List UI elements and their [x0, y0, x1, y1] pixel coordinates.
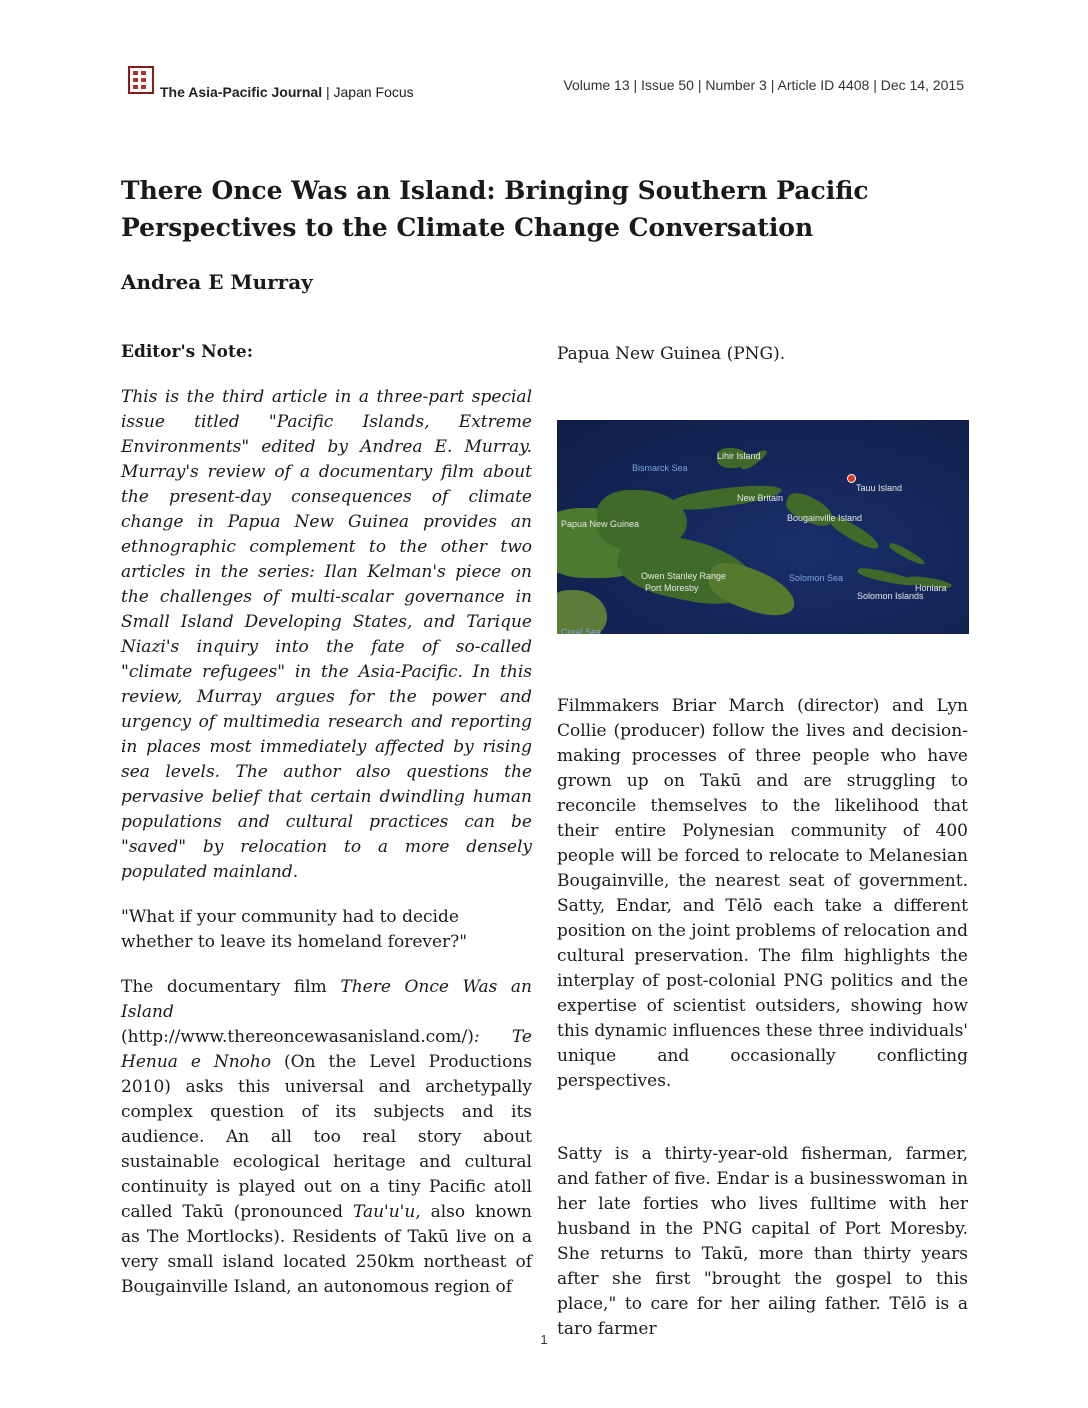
map-label-tauu: Tauu Island — [856, 483, 903, 493]
article-author: Andrea E Murray — [121, 270, 313, 294]
article-meta: Volume 13 | Issue 50 | Number 3 | Article ID 4408 | Dec 14, 2015 — [563, 77, 964, 93]
continued-text: Papua New Guinea (PNG). — [557, 344, 786, 364]
location-pin-icon — [847, 474, 856, 483]
film-link[interactable]: (http://www.thereoncewasanisland.com/) — [121, 1027, 474, 1047]
map-label-port-moresby: Port Moresby — [645, 583, 699, 593]
editor-note-body: This is the third article in a three-part special issue titled "Pacific Islands, Extreme Environments" edited by Andrea E. Murray. Murray's review of a documentary film about the present-day consequences of climate change in Papua New Guinea provides an ethnographic complement to the other two articles in the series: Ilan Kelman's piece on the challenges of multi-scalar governance in Small Island Developing States, and Tarique Niazi's inquiry into the fate of so-called "climate refugees" in the Asia-Pacific. In this review, Murray argues for the power and urgency of multimedia research and reporting in places most immediately affected by rising sea levels. The author also questions the pervasive belief that certain dwindling human populations and cultural practices can be "saved" by relocation to a more densely populated mainland. — [121, 387, 532, 882]
map-label-png: Papua New Guinea — [561, 519, 640, 529]
film-title-local: Te Henua e Nnoho — [121, 1027, 532, 1072]
map-label-new-britain: New Britain — [737, 493, 784, 503]
journal-title: The Asia-Pacific Journal — [160, 84, 323, 100]
map-label-bougainville: Bougainville Island — [787, 513, 863, 523]
map-label-solomon-islands: Solomon Islands — [857, 591, 924, 601]
quote-paragraph: "What if your community had to decide whether to leave its homeland forever?" — [121, 907, 468, 952]
journal-subtitle: | Japan Focus — [325, 84, 414, 100]
map-label-bismarck-sea: Bismarck Sea — [632, 463, 688, 473]
film-title: There Once Was an Island — [121, 977, 532, 1022]
body-paragraph-characters: Satty is a thirty-year-old fisherman, farmer, and father of five. Endar is a businesswoman in her late forties who lives fulltime with her husband in the PNG capital of Port Moresby. She returns to Takū, more than thirty years after she first "brought the gospel to this place," to care for her ailing father. Tēlō is a taro farmer — [557, 1144, 968, 1339]
left-column — [121, 340, 532, 1300]
journal-name — [160, 84, 414, 100]
body-paragraph-filmmakers: Filmmakers Briar March (director) and Lyn Collie (producer) follow the lives and decision-making processes of three people who have grown up on Takū and are struggling to reconcile themselves to the likelihood that their entire Polynesian community of 400 people will be forced to relocate to Melanesian Bougainville, the nearest seat of government. Satty, Endar, and Tēlō each take a different position on the joint problems of relocation and cultural preservation. The film highlights the interplay of post-colonial PNG politics and the expertise of scientist outsiders, showing how this dynamic influences these three individuals' unique and occasionally conflicting perspectives. — [557, 696, 968, 1091]
map-label-coral-sea: Coral Sea — [561, 627, 602, 634]
map-image — [557, 420, 969, 634]
right-column — [557, 340, 968, 1342]
editor-note-heading: Editor's Note: — [121, 342, 253, 362]
map-label-owen-stanley: Owen Stanley Range — [641, 571, 727, 581]
journal-logo — [128, 66, 154, 94]
map-label-honiara: Honiara — [915, 583, 947, 593]
article-title: There Once Was an Island: Bringing Southern Pacific Perspectives to the Climate Change Conversation — [121, 176, 869, 242]
page-number: 1 — [540, 1332, 548, 1347]
map-label-solomon-sea: Solomon Sea — [789, 573, 844, 583]
map-label-lihir: Lihir Island — [717, 451, 761, 461]
body-paragraph: The documentary film There Once Was an Island (http://www.thereoncewasanisland.com/): Te Henua e Nnoho (On the Level Productions 2010) asks this universal and archetypally complex question of its subjects and its audience. An all too real story about sustainable ecological heritage and cultural continuity is played out on a tiny Pacific atoll called Takū (pronounced Tau'u'u, also known as The Mortlocks). Residents of Takū live on a very small island located 250km northeast of Bougainville Island, an autonomous region of — [121, 977, 532, 1297]
